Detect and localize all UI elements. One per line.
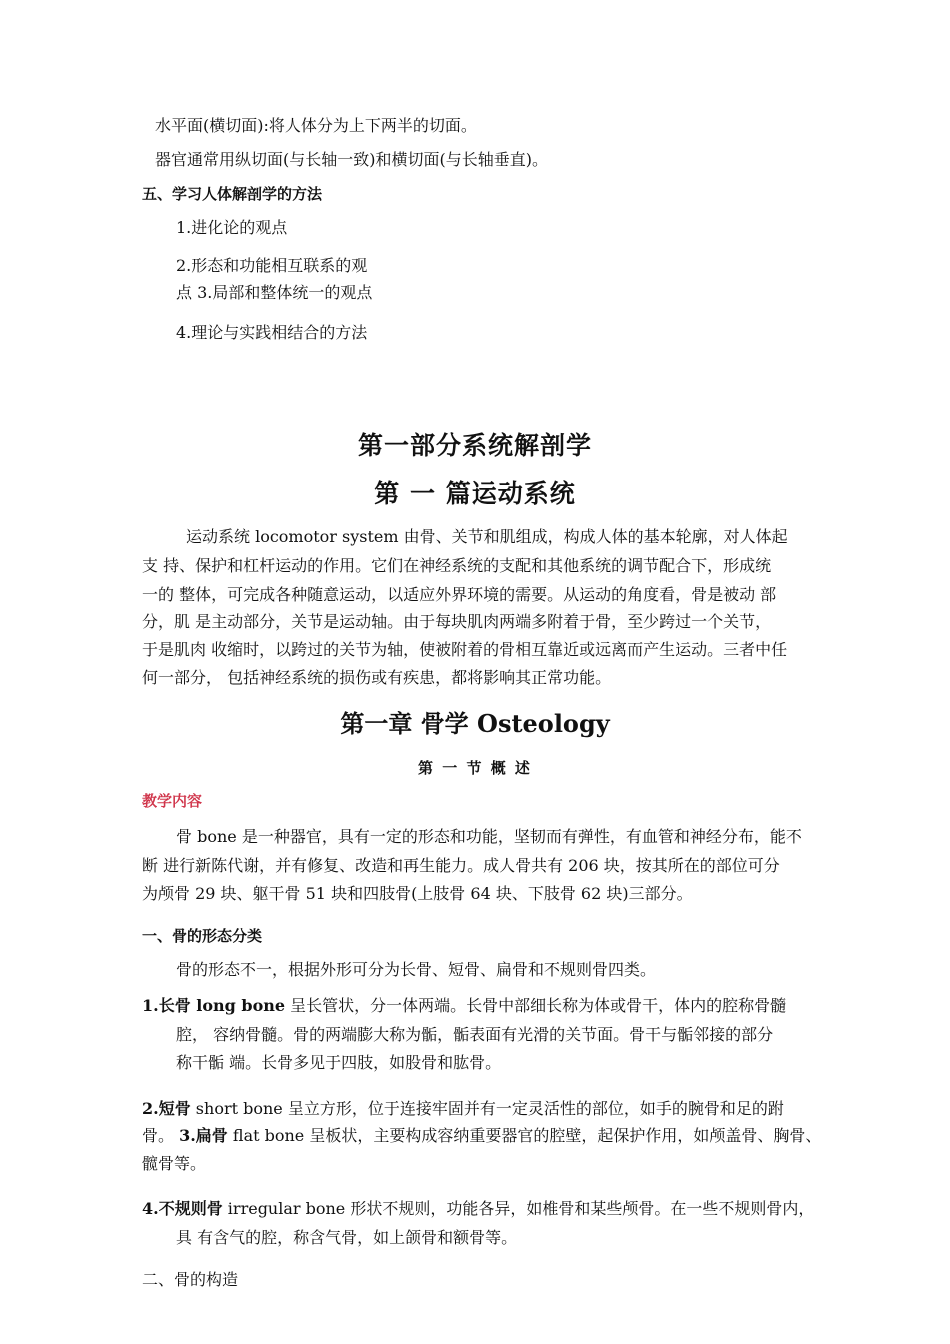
irregular-bone-line-1 — [142, 1199, 814, 1219]
irregular-bone-text: irregular bone 形状不规则，功能各异，如椎骨和某些颅骨。在一些不规则骨内， — [222, 1199, 815, 1218]
locomotor-line-4: 分，肌 是主动部分，关节是运动轴。由于每块肌肉两端多附着于骨，至少跨过一个关节， — [142, 612, 772, 631]
locomotor-line-5: 于是肌肉 收缩时，以跨过的关节为轴，使被附着的骨相互靠近或远离而产生运动。三者中任 — [142, 640, 788, 659]
teaching-content-label: 教学内容 — [142, 792, 203, 810]
bone-line-1: 骨 bone 是一种器官，具有一定的形态和功能，坚韧而有弹性，有血管和神经分布，能不 — [176, 827, 802, 846]
long-bone-line-3: 称干骺 端。长骨多见于四肢，如股骨和肱骨。 — [176, 1053, 502, 1072]
bone-line-2: 断 进行新陈代谢，并有修复、改造和再生能力。成人骨共有 206 块，按其所在的部位可分 — [142, 856, 780, 875]
flat-bone-term: 3.扁骨 — [179, 1126, 228, 1145]
shape-intro: 骨的形态不一，根据外形可分为长骨、短骨、扁骨和不规则骨四类。 — [176, 960, 657, 979]
locomotor-line-3: 一的 整体，可完成各种随意运动，以适应外界环境的需要。从运动的角度看，骨是被动 部 — [142, 585, 777, 604]
shape-heading: 一、骨的形态分类 — [142, 927, 263, 945]
short-bone-line-1 — [142, 1099, 784, 1119]
long-bone-line-1 — [142, 996, 786, 1016]
method-item-4: 4.理论与实践相结合的方法 — [176, 323, 368, 342]
short-bone-text: short bone 呈立方形，位于连接牢固并有一定灵活性的部位，如手的腕骨和足的跗 — [190, 1099, 784, 1118]
method-item-3: 点 3.局部和整体统一的观点 — [176, 283, 373, 302]
method-item-2: 2.形态和功能相互联系的观 — [176, 256, 368, 275]
short-bone-term: 2.短骨 — [142, 1099, 191, 1118]
locomotor-line-2: 支 持、保护和杠杆运动的作用。它们在神经系统的支配和其他系统的调节配合下，形成统 — [142, 556, 772, 575]
bone-line-3: 为颅骨 29 块、躯干骨 51 块和四肢骨(上肢骨 64 块、下肢骨 62 块)三部分。 — [142, 884, 693, 903]
locomotor-line-6: 何一部分， 包括神经系统的损伤或有疾患，都将影响其正常功能。 — [142, 668, 612, 687]
intro-line-1: 水平面(横切面):将人体分为上下两半的切面。 — [155, 116, 477, 135]
section-title: 第 一 节 概 述 — [418, 759, 532, 777]
method-item-1: 1.进化论的观点 — [176, 218, 288, 237]
long-bone-term: 1.长骨 long bone — [142, 996, 286, 1015]
chapter-title: 第一章 骨学 Osteology — [340, 709, 610, 738]
long-bone-line-2: 腔， 容纳骨髓。骨的两端膨大称为骺，骺表面有光滑的关节面。骨干与骺邻接的部分 — [176, 1025, 774, 1044]
part-title: 第一部分系统解剖学 — [357, 431, 592, 460]
chapter-group-title: 第 一 篇运动系统 — [374, 479, 576, 508]
irregular-bone-term: 4.不规则骨 — [142, 1199, 223, 1218]
structure-heading: 二、骨的构造 — [142, 1270, 239, 1289]
flat-bone-line — [142, 1126, 821, 1146]
short-bone-tail: 骨。 — [142, 1126, 180, 1145]
section-5-heading: 五、学习人体解剖学的方法 — [142, 185, 323, 203]
flat-bone-text: flat bone 呈板状，主要构成容纳重要器官的腔壁，起保护作用，如颅盖骨、胸骨、 — [227, 1126, 822, 1145]
long-bone-text-1: 呈长管状，分一体两端。长骨中部细长称为体或骨干，体内的腔称骨髓 — [285, 996, 787, 1015]
irregular-bone-line-2: 具 有含气的腔，称含气骨，如上颌骨和额骨等。 — [176, 1228, 518, 1247]
locomotor-line-1: 运动系统 locomotor system 由骨、关节和肌组成，构成人体的基本轮廓，对人体起 — [186, 527, 788, 546]
intro-line-2: 器官通常用纵切面(与长轴一致)和横切面(与长轴垂直)。 — [155, 150, 548, 169]
flat-bone-line-2: 髋骨等。 — [142, 1154, 207, 1173]
